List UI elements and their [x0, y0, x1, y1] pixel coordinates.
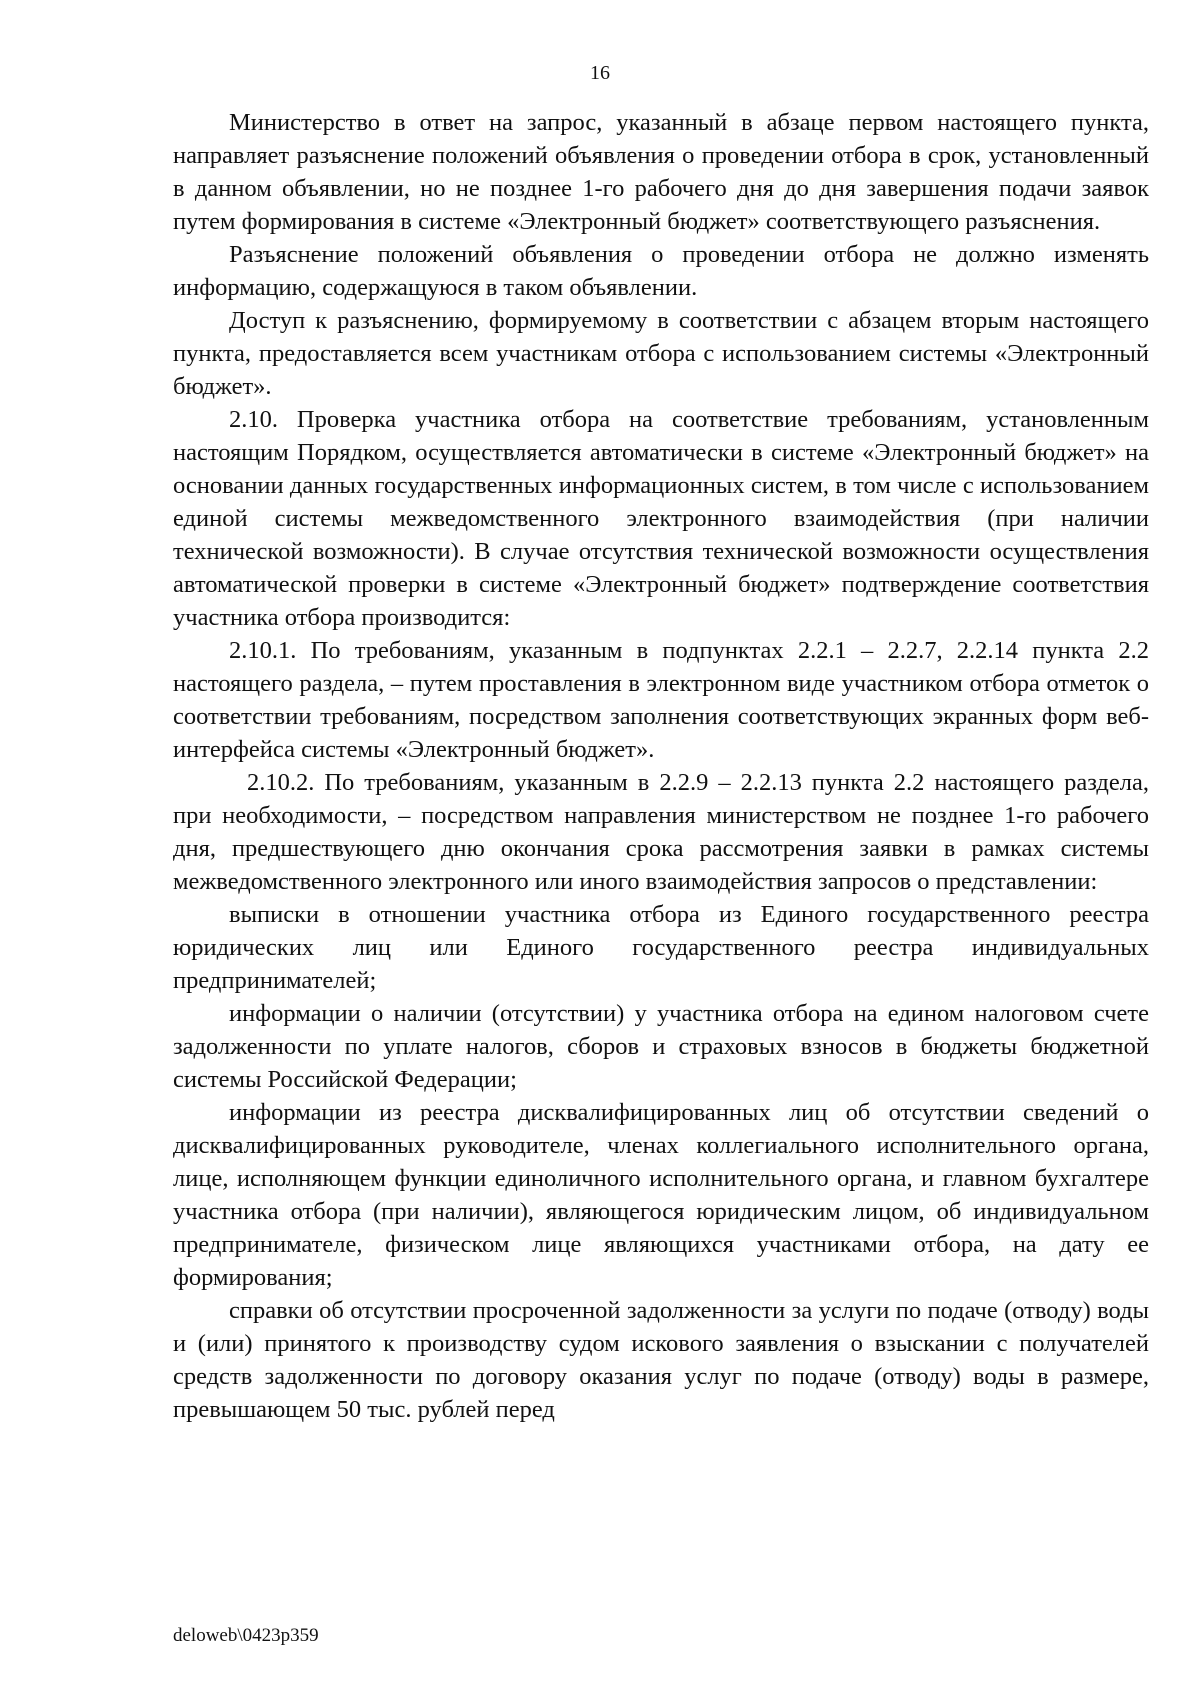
paragraph-ministry-response: Министерство в ответ на запрос, указанный в абзаце первом настоящего пункта, направляет разъяснение положений объявления о проведении отбора в срок, установленный в данном объявлении, но не позднее 1-го рабочего дня до дня завершения подачи заявок путем формирования в системе «Электронный бюджет» соответствующего разъяснения.	[173, 109, 1149, 235]
document-body	[173, 106, 1149, 1426]
list-item-water-debt-certificate: справки об отсутствии просроченной задолженности за услуги по подаче (отводу) воды и (или) принятого к производству судом искового заявления о взыскании с получателей средств задолженности по договору оказания услуг по подаче (отводу) воды в размере, превышающем 50 тыс. рублей перед	[173, 1297, 1149, 1423]
list-item-egrul-extract: выписки в отношении участника отбора из Единого государственного реестра юридических лиц или Единого государственного реестра индивидуальных предпринимателей;	[173, 901, 1149, 994]
paragraph-2-10: 2.10. Проверка участника отбора на соответствие требованиям, установленным настоящим Порядком, осуществляется автоматически в системе «Электронный бюджет» на основании данных государственных информационных систем, в том числе с использованием единой системы межведомственного электронного взаимодействия (при наличии технической возможности). В случае отсутствия технической возможности осуществления автоматической проверки в системе «Электронный бюджет» подтверждение соответствия участника отбора производится:	[173, 406, 1149, 631]
document-registration-code: deloweb\0423p359	[173, 1625, 319, 1646]
paragraph-clarification-access: Доступ к разъяснению, формируемому в соответствии с абзацем вторым настоящего пункта, предоставляется всем участникам отбора с использованием системы «Электронный бюджет».	[173, 307, 1149, 400]
paragraph-2-10-2: 2.10.2. По требованиям, указанным в 2.2.9 – 2.2.13 пункта 2.2 настоящего раздела, при необходимости, – посредством направления министерством не позднее 1-го рабочего дня, предшествующего дню окончания срока рассмотрения заявки в рамках системы межведомственного электронного или иного взаимодействия запросов о представлении:	[173, 769, 1149, 895]
paragraph-clarification-scope: Разъяснение положений объявления о проведении отбора не должно изменять информацию, содержащуюся в таком объявлении.	[173, 241, 1149, 301]
paragraph-2-10-1: 2.10.1. По требованиям, указанным в подпунктах 2.2.1 – 2.2.7, 2.2.14 пункта 2.2 настоящего раздела, – путем проставления в электронном виде участником отбора отметок о соответствии требованиям, посредством заполнения соответствующих экранных форм веб-интерфейса системы «Электронный бюджет».	[173, 637, 1149, 763]
list-item-disqualified-registry: информации из реестра дисквалифицированных лиц об отсутствии сведений о дисквалифицированных руководителе, членах коллегиального исполнительного органа, лице, исполняющем функции единоличного исполнительного органа, и главном бухгалтере участника отбора (при наличии), являющегося юридическим лицом, об индивидуальном предпринимателе, физическом лице являющихся участниками отбора, на дату ее формирования;	[173, 1099, 1149, 1291]
list-item-tax-debt-info: информации о наличии (отсутствии) у участника отбора на едином налоговом счете задолженности по уплате налогов, сборов и страховых взносов в бюджеты бюджетной системы Российской Федерации;	[173, 1000, 1149, 1093]
page-number: 16	[590, 62, 610, 84]
